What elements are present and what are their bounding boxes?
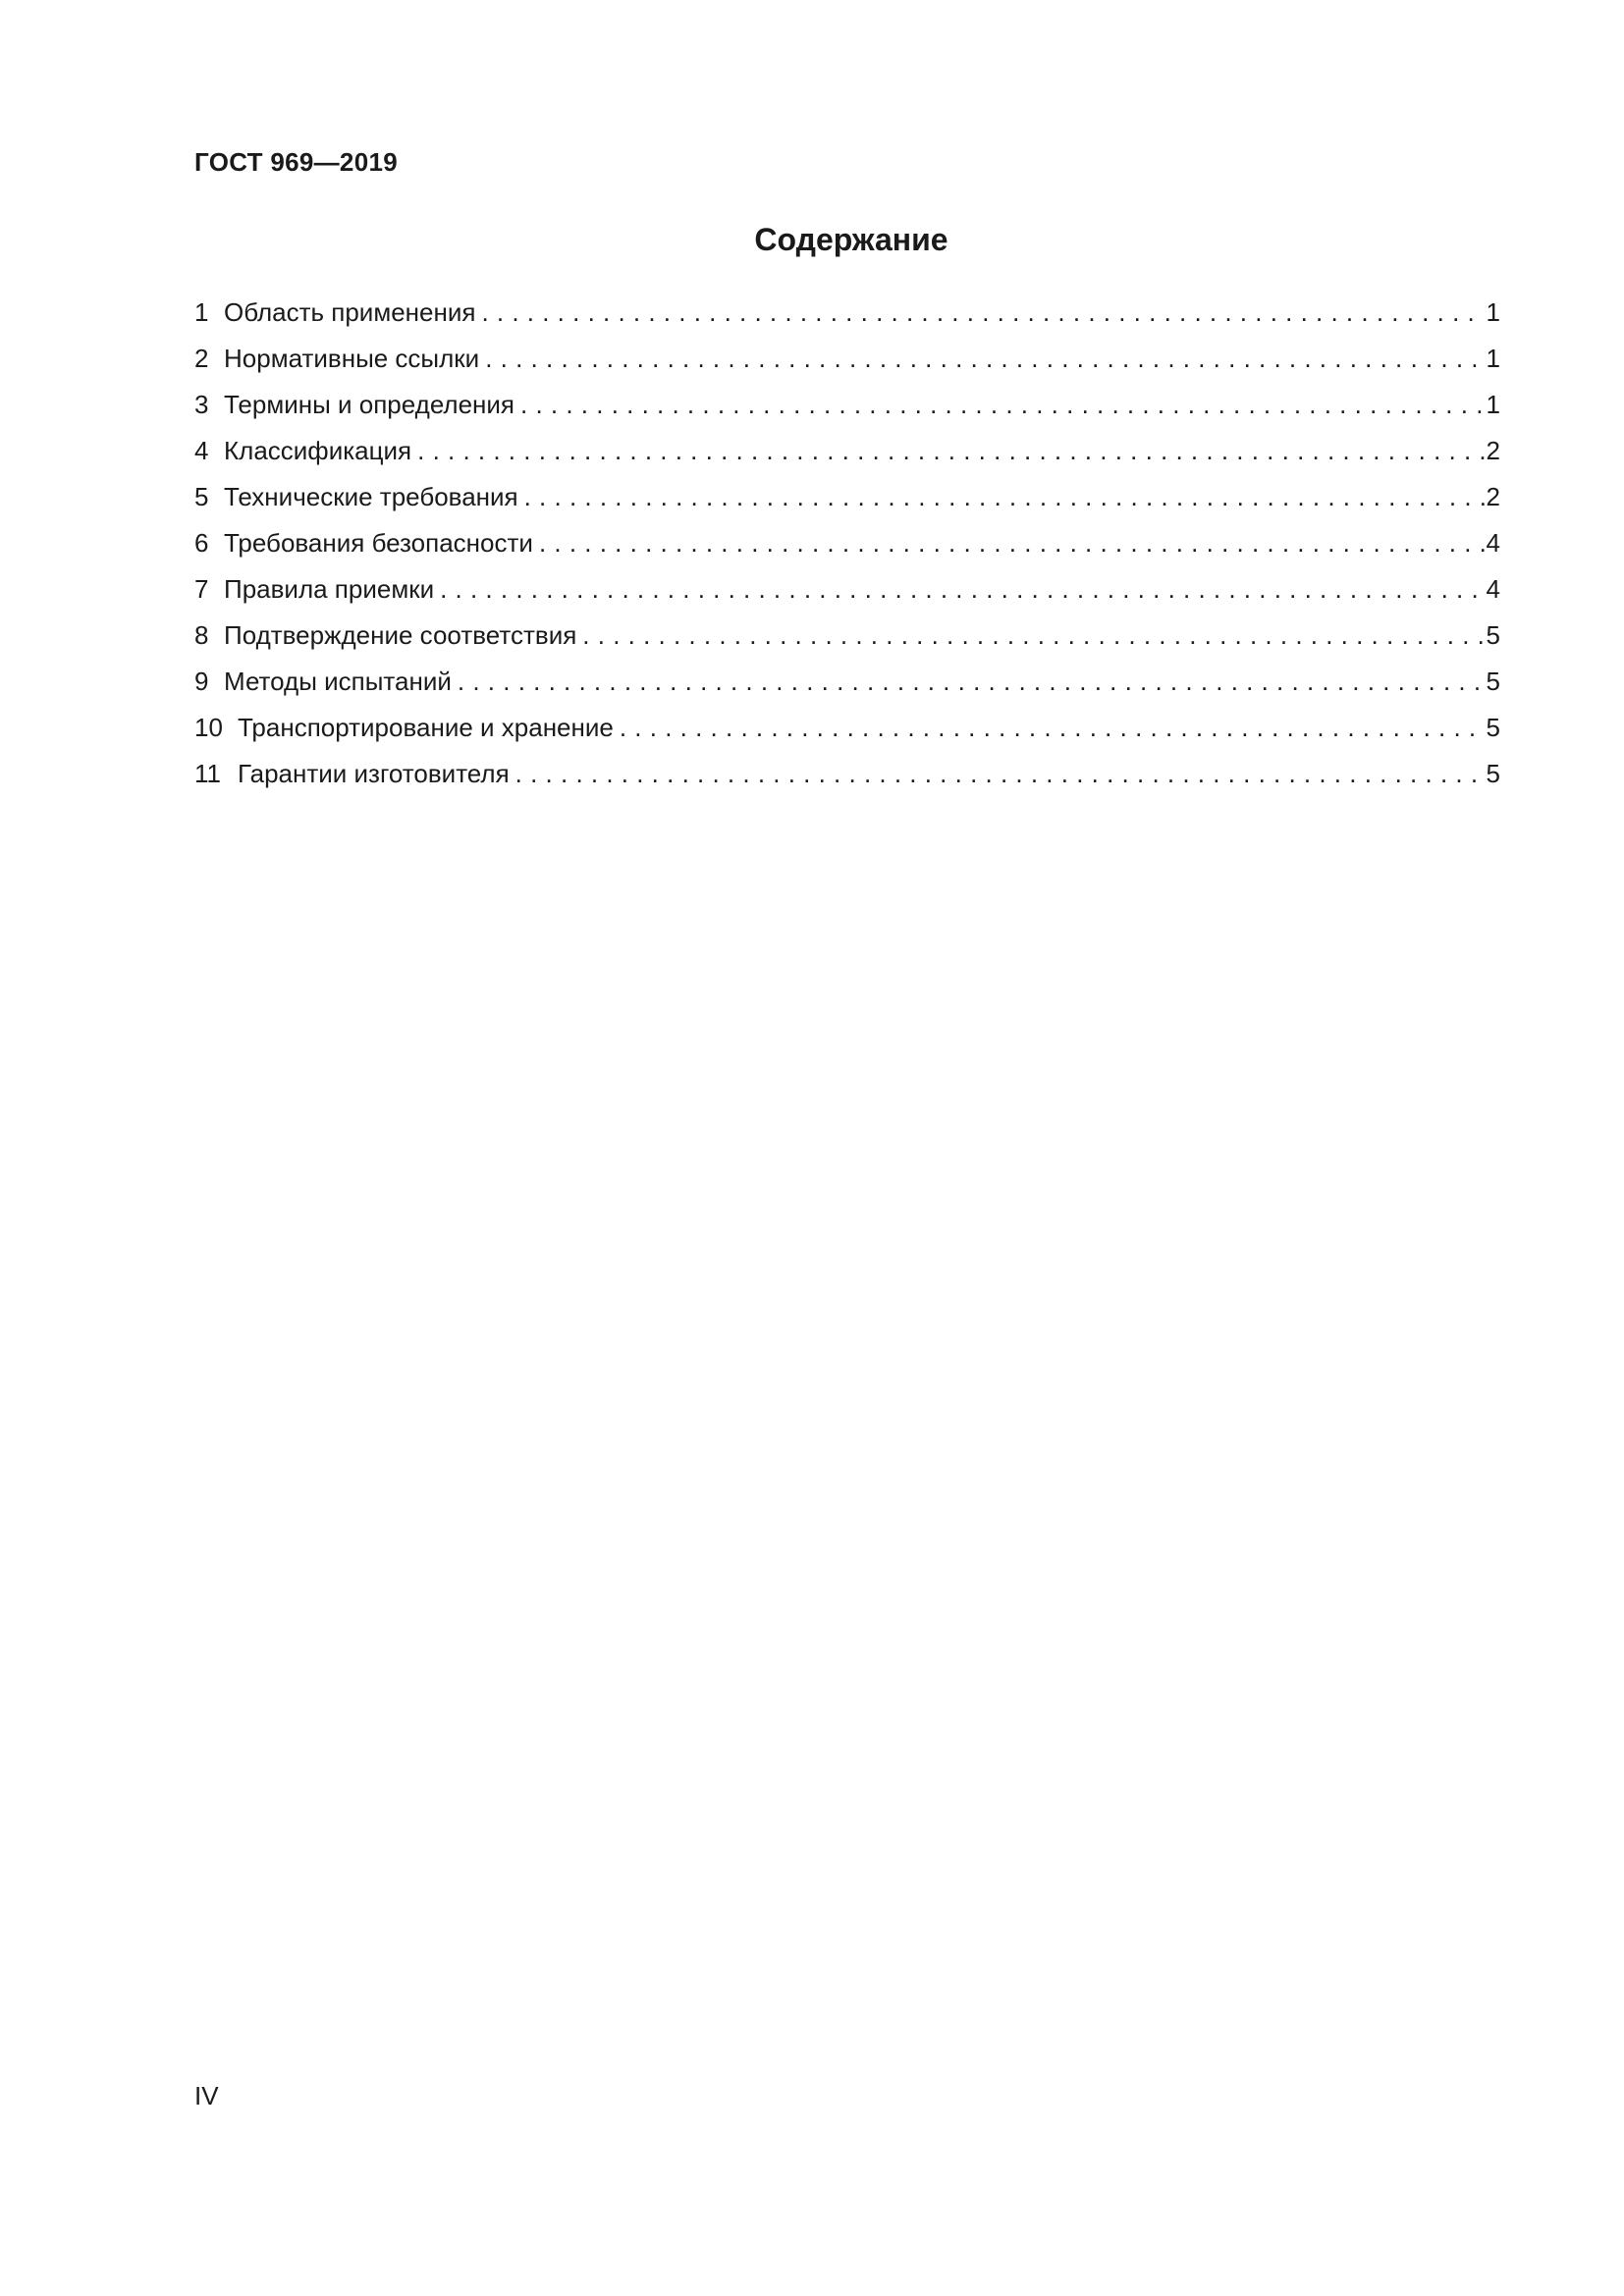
toc-item-number: 5 bbox=[194, 482, 209, 511]
toc-item-title: Транспортирование и хранение bbox=[238, 713, 614, 742]
toc-item-page: 5 bbox=[1486, 620, 1500, 650]
toc-item[interactable] bbox=[194, 344, 1500, 390]
toc-dot-leader bbox=[539, 528, 1485, 559]
toc-item-page: 1 bbox=[1486, 297, 1500, 327]
toc-item-page: 1 bbox=[1486, 344, 1500, 373]
toc-item[interactable] bbox=[194, 620, 1500, 667]
toc-item-page: 2 bbox=[1486, 482, 1500, 511]
toc-item-page: 1 bbox=[1486, 390, 1500, 419]
toc-item-number: 10 bbox=[194, 713, 223, 742]
toc-dot-leader bbox=[417, 436, 1484, 466]
toc-item-page: 5 bbox=[1486, 667, 1500, 696]
toc-item-page: 5 bbox=[1486, 713, 1500, 742]
toc-item-title: Подтверждение соответствия bbox=[224, 620, 577, 650]
toc-item-number: 1 bbox=[194, 297, 209, 327]
toc-dot-leader bbox=[458, 667, 1485, 697]
toc-item-number: 2 bbox=[194, 344, 209, 373]
toc-item-title: Классификация bbox=[224, 436, 412, 465]
toc-item[interactable] bbox=[194, 574, 1500, 620]
toc-item[interactable] bbox=[194, 297, 1500, 344]
toc-item-number: 3 bbox=[194, 390, 209, 419]
toc-item-number: 6 bbox=[194, 528, 209, 558]
toc-item-title: Методы испытаний bbox=[224, 667, 452, 696]
toc-item-number: 7 bbox=[194, 574, 209, 604]
toc-item-number: 9 bbox=[194, 667, 209, 696]
toc-item[interactable] bbox=[194, 390, 1500, 436]
toc-item[interactable] bbox=[194, 713, 1500, 759]
toc-item[interactable] bbox=[194, 528, 1500, 574]
toc-item[interactable] bbox=[194, 482, 1500, 528]
toc-dot-leader bbox=[582, 620, 1484, 651]
toc-item-title: Гарантии изготовителя bbox=[238, 759, 510, 788]
toc-item-number: 11 bbox=[194, 759, 221, 788]
toc-item-title: Правила приемки bbox=[224, 574, 435, 604]
toc-item-number: 4 bbox=[194, 436, 209, 465]
toc-item-page: 4 bbox=[1486, 528, 1500, 558]
toc-title: Содержание bbox=[754, 222, 948, 257]
toc-item[interactable] bbox=[194, 667, 1500, 713]
toc-item-title: Требования безопасности bbox=[224, 528, 533, 558]
toc-dot-leader bbox=[524, 482, 1485, 512]
toc-item-page: 5 bbox=[1486, 759, 1500, 788]
toc-item-number: 8 bbox=[194, 620, 209, 650]
toc-item-page: 4 bbox=[1486, 574, 1500, 604]
toc-item[interactable] bbox=[194, 759, 1500, 805]
toc-item-title: Область применения bbox=[224, 297, 476, 327]
toc-dot-leader bbox=[515, 759, 1485, 789]
toc-dot-leader bbox=[485, 344, 1484, 374]
toc-item[interactable] bbox=[194, 436, 1500, 482]
page-number: IV bbox=[194, 2081, 219, 2110]
toc-dot-leader bbox=[440, 574, 1484, 605]
toc-item-title: Технические требования bbox=[224, 482, 518, 511]
toc-item-page: 2 bbox=[1486, 436, 1500, 465]
toc-item-title: Нормативные ссылки bbox=[224, 344, 480, 373]
toc-dot-leader bbox=[481, 297, 1484, 328]
table-of-contents bbox=[194, 297, 1500, 805]
toc-dot-leader bbox=[620, 713, 1485, 743]
toc-item-title: Термины и определения bbox=[224, 390, 515, 419]
toc-dot-leader bbox=[520, 390, 1485, 420]
document-code: ГОСТ 969—2019 bbox=[194, 147, 398, 177]
